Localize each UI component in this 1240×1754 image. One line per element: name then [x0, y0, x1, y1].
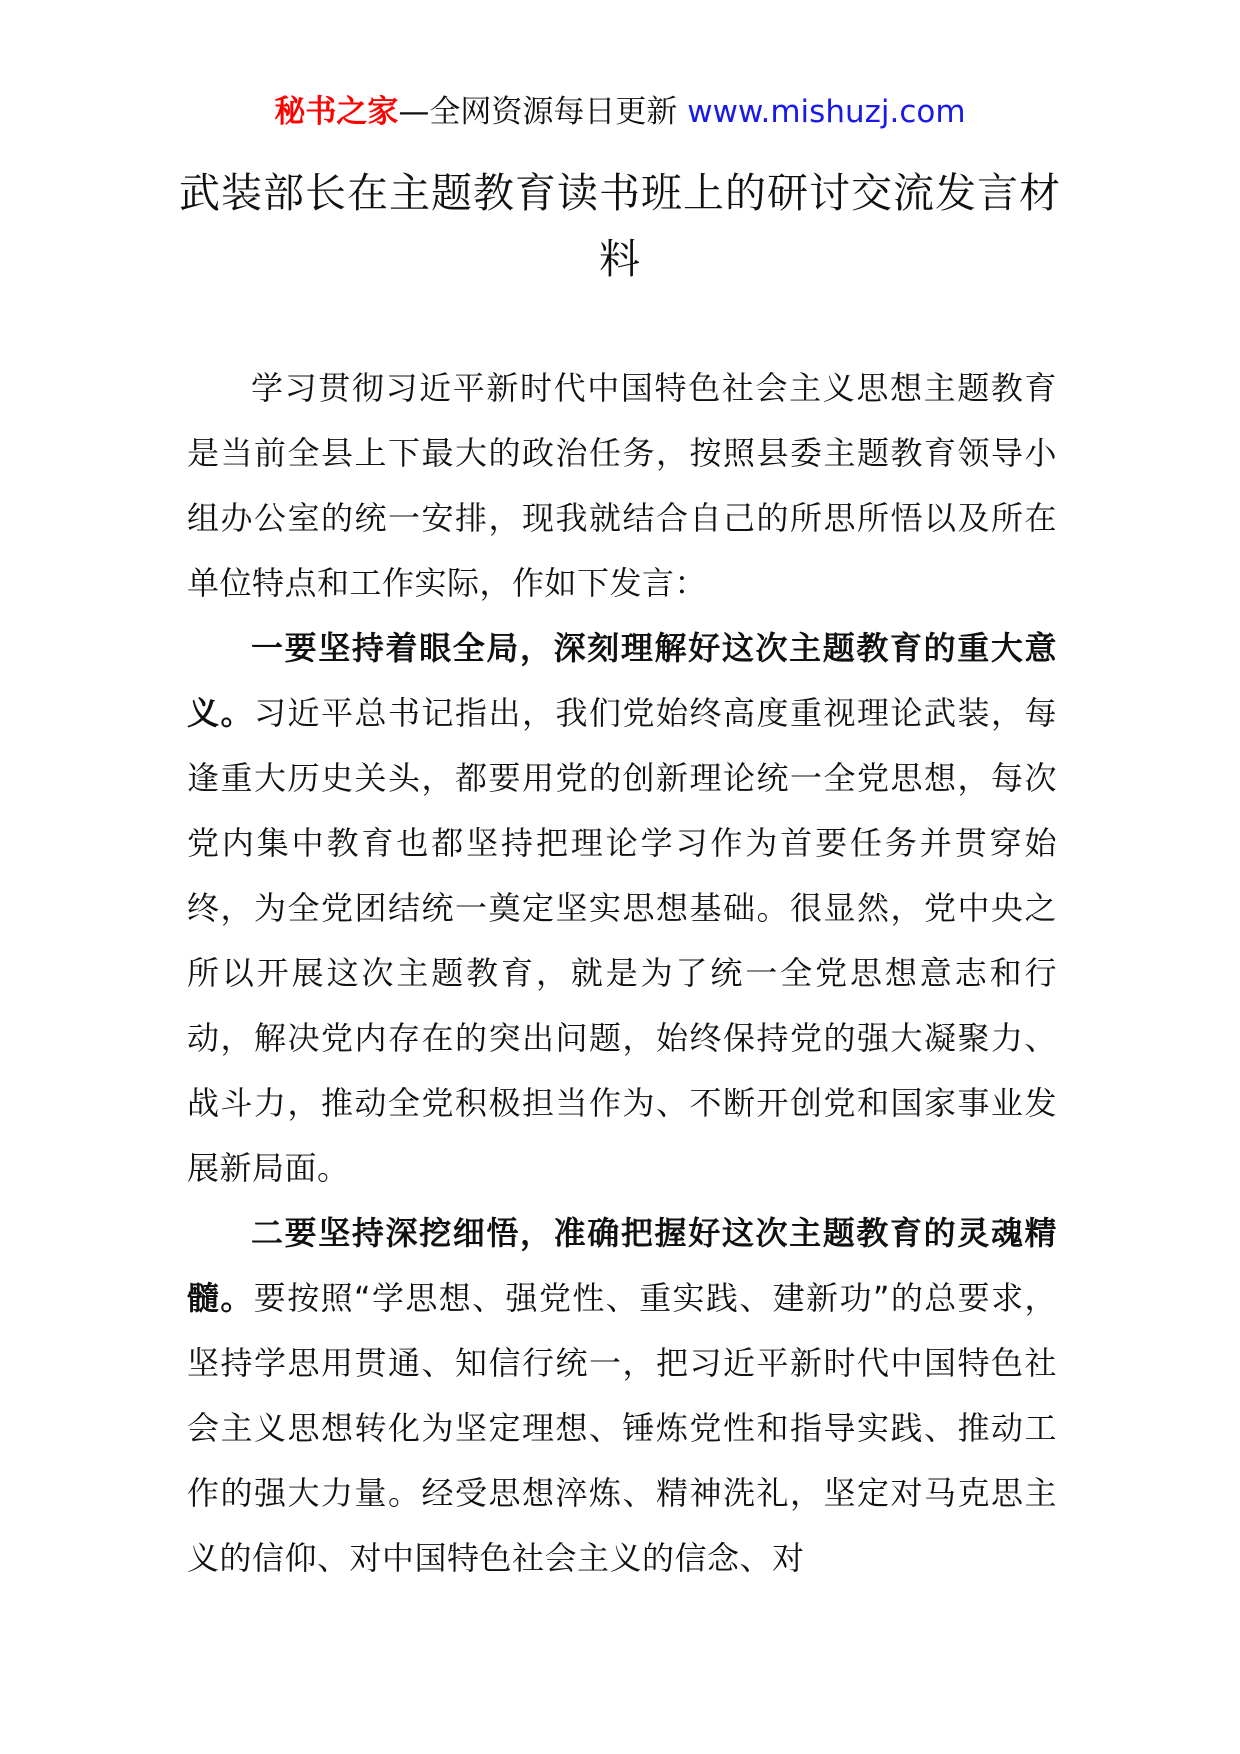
paragraph-point-one: [187, 616, 1057, 1201]
document-title: 武装部长在主题教育读书班上的研讨交流发言材料: [179, 169, 1061, 283]
document-body: [187, 356, 1057, 1591]
brand-name: 秘书之家: [274, 94, 399, 130]
paragraph-lead: 二要坚持深挖细悟，准确把握好这次主题教育的灵魂精髓。: [187, 1214, 1057, 1317]
paragraph-intro: [187, 356, 1057, 616]
site-url-link[interactable]: www.mishuzj.com: [687, 94, 966, 130]
paragraph-text: 习近平总书记指出，我们党始终高度重视理论武装，每逢重大历史关头，都要用党的创新理论统一全党思想，每次党内集中教育也都坚持把理论学习作为首要任务并贯穿始终，为全党团结统一奠定坚实思想基础。很显然，党中央之所以开展这次主题教育，就是为了统一全党思想意志和行动，解决党内存在的突出问题，始终保持党的强大凝聚力、战斗力，推动全党积极担当作为、不断开创党和国家事业发展新局面。: [187, 694, 1057, 1187]
paragraph-point-two: [187, 1201, 1057, 1591]
paragraph-text: 要按照“学思想、强党性、重实践、建新功”的总要求，坚持学思用贯通、知信行统一，把习近平新时代中国特色社会主义思想转化为坚定理想、锤炼党性和指导实践、推动工作的强大力量。经受思想淬炼、精神洗礼，坚定对马克思主义的信仰、对中国特色社会主义的信念、对: [187, 1279, 1057, 1577]
paragraph-text: 学习贯彻习近平新时代中国特色社会主义思想主题教育是当前全县上下最大的政治任务，按照县委主题教育领导小组办公室的统一安排，现我就结合自己的所思所悟以及所在单位特点和工作实际，作如下发言：: [187, 369, 1057, 602]
paragraph-lead: 一要坚持着眼全局，深刻理解好这次主题教育的重大意义。: [187, 629, 1057, 732]
header-tagline: —全网资源每日更新: [398, 94, 678, 130]
site-header: [0, 92, 1240, 132]
